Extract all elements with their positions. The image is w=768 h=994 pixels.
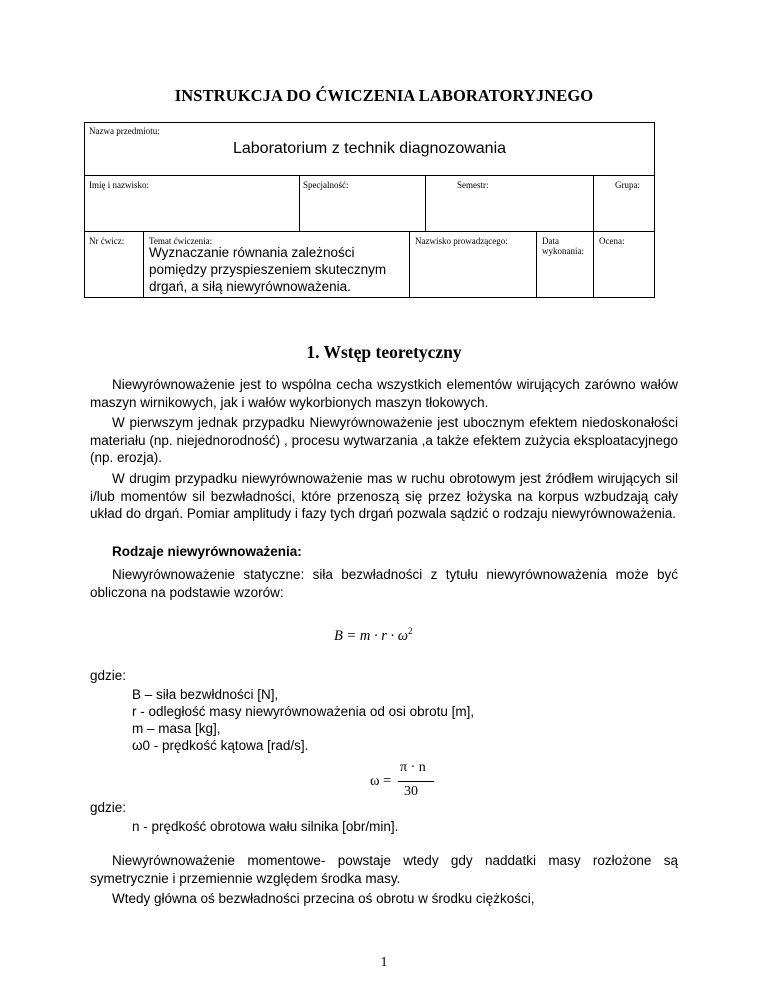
- formula-expression: B = m · r · ω: [334, 627, 408, 644]
- paragraph: Niewyrównoważenie jest to wspólna cecha wszystkich elementów wirujących zarówno wałów maszyn wirnikowych, jak i wałów wykorbionych maszyn tłokowych.: [90, 377, 678, 410]
- name-label: Imię i nazwisko:: [89, 180, 149, 190]
- specialty-label: Specjalność:: [303, 180, 349, 190]
- definition-item: n - prędkość obrotowa wału silnika [obr/min].: [132, 819, 399, 834]
- formula-equals: =: [383, 773, 392, 789]
- subject-value: Laboratorium z technik diagnozowania: [232, 140, 507, 157]
- page-number: 1: [380, 954, 388, 969]
- paragraph: W drugim przypadku niewyrównoważenie mas w ruchu obrotowym jest źródłem wirujących sil i/lub momentów sil bezwładności, które przenoszą się przez łożyska na korpus wzbudzają cały układ do drgań. Pomiar amplitudy i fazy tych drgań pozwala sądzić o rodzaju niewyrównoważenia.: [90, 471, 678, 521]
- formula-omega: ω: [370, 773, 380, 789]
- semester-label: Semestr:: [457, 180, 489, 190]
- grade-label: Ocena:: [599, 236, 625, 246]
- header-form-table: [84, 122, 655, 298]
- definition-item: B – siła bezwłdności [N],: [132, 687, 279, 702]
- formula-numerator: π · n: [400, 760, 426, 775]
- exercise-number-label: Nr ćwicz:: [89, 236, 125, 246]
- topic-label: Temat ćwiczenia:: [149, 236, 213, 246]
- form-divider: [536, 231, 537, 297]
- formula-exponent: 2: [408, 626, 413, 636]
- form-divider: [85, 231, 654, 232]
- section-heading: 1. Wstęp teoretyczny: [306, 342, 462, 362]
- document-title: INSTRUKCJA DO ĆWICZENIA LABORATORYJNEGO: [174, 86, 594, 105]
- form-divider: [425, 175, 426, 231]
- formula-denominator: 30: [404, 784, 418, 799]
- form-divider: [85, 175, 654, 176]
- where-label: gdzie:: [90, 668, 127, 683]
- subheading: Rodzaje niewyrównoważenia:: [112, 544, 302, 559]
- form-divider: [593, 231, 594, 297]
- paragraph: W pierwszym jednak przypadku Niewyrównoważenie jest ubocznym efektem niedoskonałości materiału (np. niejednorodność) , procesu wytwarzania ,a także efektem zużycia eksploatacyjnego (np. erozja).: [90, 415, 678, 465]
- formula-inertia-force: [334, 626, 413, 645]
- definition-item: r - odległość masy niewyrównoważenia od osi obrotu [m],: [132, 704, 475, 719]
- instructor-label: Nazwisko prowadzącego:: [415, 236, 508, 246]
- paragraph: Niewyrównoważenie momentowe- powstaje wtedy gdy naddatki masy rozłożone są symetrycznie i przemiennie względem środka masy.: [90, 853, 678, 886]
- definition-item: m – masa [kg],: [132, 721, 221, 736]
- group-label: Grupa:: [615, 180, 640, 190]
- definition-item: ω0 - prędkość kątowa [rad/s].: [132, 738, 309, 753]
- topic-value: Wyznaczanie równania zależności pomiędzy przyspieszeniem skutecznym drgań, a siłą niewyrównoważenia.: [149, 245, 387, 294]
- definition-list: [132, 686, 474, 754]
- form-divider: [593, 175, 594, 231]
- formula-angular-velocity: [370, 760, 450, 804]
- date-label: Data wykonania:: [542, 236, 584, 256]
- form-divider: [409, 231, 410, 297]
- subject-label: Nazwa przedmiotu:: [89, 126, 160, 136]
- where-label: gdzie:: [90, 800, 127, 815]
- paragraph: Niewyrównoważenie statyczne: siła bezwładności z tytułu niewyrównoważenia może być obliczona na podstawie wzorów:: [90, 567, 678, 600]
- form-divider: [299, 175, 300, 231]
- form-divider: [143, 231, 144, 297]
- fraction-bar: [398, 781, 434, 782]
- paragraph: Wtedy główna oś bezwładności przecina oś obrotu w środku ciężkości,: [112, 891, 535, 906]
